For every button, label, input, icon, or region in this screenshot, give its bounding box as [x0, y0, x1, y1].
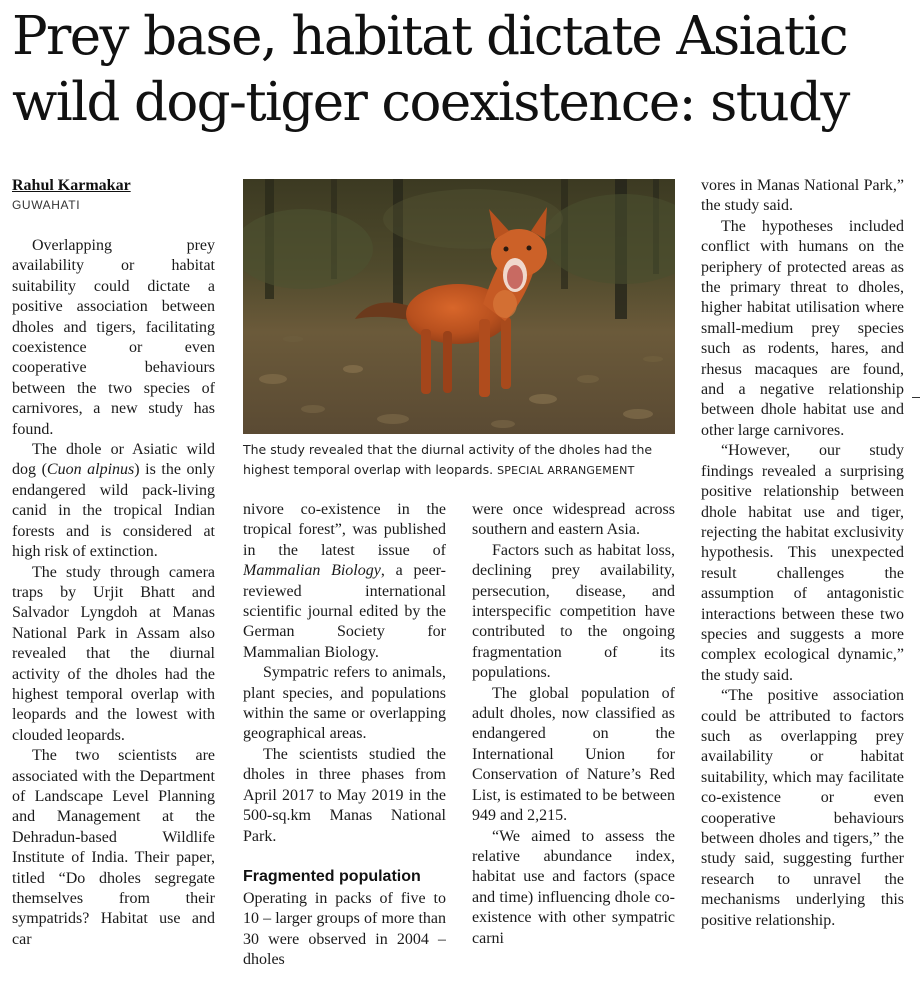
paragraph: Sympatric refers to animals, plant species, and populations within the same or overlapping geographical areas.: [243, 664, 446, 743]
journal-name: Mammalian Biology: [243, 562, 381, 580]
article-column-3: [472, 500, 675, 994]
paragraph: Overlapping prey availability or habitat suitability could dictate a positive association between dholes and tigers, facilitating coexistence or even cooperative behaviours between the two species of carnivores, a new study has found.: [12, 237, 215, 438]
column-edge-mark: [912, 397, 920, 398]
paragraph: vores in Manas National Park,” the study said.: [701, 177, 904, 215]
paragraph: Operating in packs of five to 10 – larger groups of more than 30 were observed in 2004 – dholes: [243, 889, 446, 969]
photo-credit: SPECIAL ARRANGEMENT: [497, 464, 635, 477]
paragraph: “The positive association could be attributed to factors such as overlapping prey availability or habitat suitability, which may facilitate co-existence or even cooperative behaviours between dholes and tigers,” the study said, suggesting further research to unravel the mechanisms underlying this positive relationship.: [701, 687, 904, 929]
headline: Prey base, habitat dictate Asiatic wild dog-tiger coexistence: study: [12, 6, 849, 133]
paragraph: “However, our study findings revealed a surprising positive relationship between dhole habitat use and tiger, rejecting the habitat exclusivity hypothesis. This unexpected result challenges the assumption of antagonistic interactions between these two species and suggests a more complex ecological dynamic,” the study said.: [701, 442, 904, 684]
article-photo[interactable]: [243, 179, 675, 434]
dhole-photo-illustration: [243, 179, 675, 434]
article-column-2: [243, 500, 446, 994]
paragraph: The dhole or Asiatic wild dog (Cuon alpinus) is the only endangered wild pack-living canid in the tropical Indian forests and is considered at high risk of extinction.: [12, 441, 215, 561]
byline: [12, 176, 232, 214]
author-name[interactable]: Rahul Karmakar: [12, 177, 131, 194]
dateline: GUWAHATI: [12, 198, 81, 212]
paragraph: The study through camera traps by Urjit Bhatt and Salvador Lyngdoh at Manas National Park in Assam also revealed that the diurnal activity of the dholes had the highest temporal overlap with leopards and the lowest with clouded leopards.: [12, 563, 215, 744]
paragraph: The hypotheses included conflict with humans on the periphery of protected areas as the primary threat to dholes, higher habitat utilisation where small-medium prey species such as rodents, hares, and rhesus macaques are found, and a negative relationship between dhole habitat use and other large carnivores.: [701, 217, 904, 439]
paragraph: were once widespread across southern and eastern Asia.: [472, 501, 675, 539]
paragraph: nivore co-existence in the tropical forest”, was published in the latest issue of Mammalian Biology, a peer-reviewed international scientific journal edited by the German Society for Mammalian Biology.: [243, 501, 446, 661]
caption-text: The study revealed that the diurnal activity of the dholes had the highest temporal overlap with leopards.: [243, 442, 653, 477]
paragraph: The scientists studied the dholes in three phases from April 2017 to May 2019 in the 500-sq.km Manas National Park.: [243, 745, 446, 845]
subheading: Fragmented population: [243, 867, 421, 885]
paragraph: The two scientists are associated with the Department of Landscape Level Planning and Management at the Dehradun-based Wildlife Institute of India. Their paper, titled “Do dholes segregate themselves from their sympatrids? Habitat use and car: [12, 747, 215, 948]
paragraph: Factors such as habitat loss, declining prey availability, persecution, disease, and interspecific competition have contributed to the ongoing fragmentation of its populations.: [472, 541, 675, 682]
photo-caption: [243, 440, 683, 481]
article-column-1: [12, 236, 215, 994]
species-name: Cuon alpinus: [46, 461, 135, 479]
paragraph: The global population of adult dholes, now classified as endangered on the International Union for Conservation of Nature’s Red List, is estimated to be between 949 and 2,215.: [472, 684, 675, 825]
paragraph: “We aimed to assess the relative abundance index, habitat use and factors (space and time) influencing dhole co-existence with other sympatric carni: [472, 827, 675, 947]
article-column-4: [701, 176, 904, 994]
